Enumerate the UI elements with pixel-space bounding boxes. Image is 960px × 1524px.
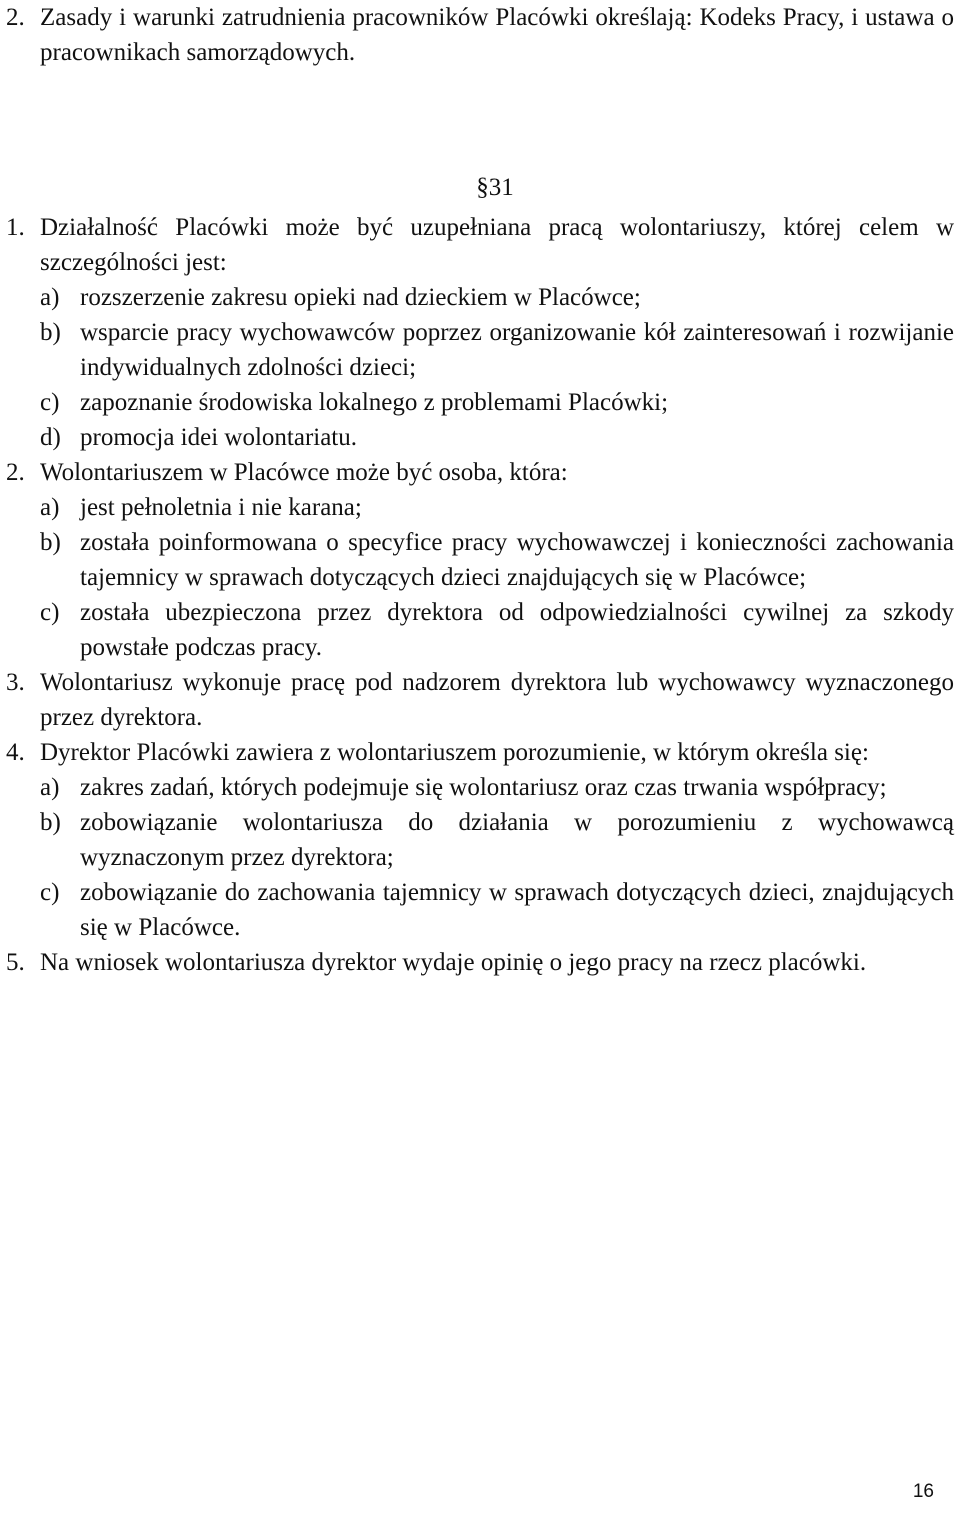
sub-item-letter: c) [40,879,60,906]
sub-item [40,490,960,525]
sub-item [40,280,960,315]
sub-item-text: zobowiązanie do zachowania tajemnicy w sprawach dotyczących dzieci, znajdujących się w Placówce. [80,879,954,941]
sub-item [40,875,960,945]
item-number: 2. [6,459,25,486]
item-number: 3. [6,669,25,696]
item-text: Działalność Placówki może być uzupełniana pracą wolontariuszy, której celem w szczególności jest: [40,214,954,276]
list-item [0,455,960,490]
clause-2-employment [0,0,960,70]
item-number: 5. [6,949,25,976]
item-number: 2. [6,4,25,31]
sub-item-letter: a) [40,494,60,521]
list-item [0,210,960,280]
list-item [0,735,960,770]
sub-item [40,420,960,455]
item-text: Zasady i warunki zatrudnienia pracowników Placówki określają: Kodeks Pracy, i ustawa o pracownikach samorządowych. [40,4,954,66]
sub-item [40,315,960,385]
item-text: Wolontariuszem w Placówce może być osoba, która: [40,459,568,486]
sub-item-text: promocja idei wolontariatu. [80,424,358,451]
sub-item-letter: c) [40,599,60,626]
sub-item-letter: b) [40,529,61,556]
sub-item-text: została ubezpieczona przez dyrektora od odpowiedzialności cywilnej za szkody powstałe podczas pracy. [80,599,954,661]
sub-item-text: jest pełnoletnia i nie karana; [80,494,362,521]
sub-item [40,805,960,875]
sub-item [40,525,960,595]
item-number: 1. [6,214,25,241]
sub-item-letter: a) [40,774,60,801]
sub-item-letter: d) [40,424,61,451]
page-number: 16 [912,1481,934,1502]
sub-item-letter: c) [40,389,60,416]
item-text: Wolontariusz wykonuje pracę pod nadzorem dyrektora lub wychowawcy wyznaczonego przez dyrektora. [40,669,954,731]
sub-item-text: zapoznanie środowiska lokalnego z problemami Placówki; [80,389,669,416]
sub-item-text: zakres zadań, których podejmuje się wolontariusz oraz czas trwania współpracy; [80,774,887,801]
sub-item-text: wsparcie pracy wychowawców poprzez organizowanie kół zainteresowań i rozwijanie indywidualnych zdolności dzieci; [80,319,954,381]
list-item [0,0,960,70]
section-heading: §31 [476,174,514,201]
section-31-body [0,210,960,980]
sub-item-letter: a) [40,284,60,311]
sub-item [40,385,960,420]
sub-item-text: rozszerzenie zakresu opieki nad dzieckiem w Placówce; [80,284,641,311]
list-item [0,665,960,735]
sub-item-text: została poinformowana o specyfice pracy wychowawczej i konieczności zachowania tajemnicy w sprawach dotyczących dzieci znajdujących się w Placówce; [80,529,954,591]
sub-item [40,595,960,665]
sub-item [40,770,960,805]
sub-item-text: zobowiązanie wolontariusza do działania w porozumieniu z wychowawcą wyznaczonym przez dyrektora; [80,809,954,871]
item-text: Dyrektor Placówki zawiera z wolontariuszem porozumienie, w którym określa się: [40,739,869,766]
item-number: 4. [6,739,25,766]
item-text: Na wniosek wolontariusza dyrektor wydaje opinię o jego pracy na rzecz placówki. [40,949,867,976]
sub-item-letter: b) [40,809,61,836]
list-item [0,945,960,980]
sub-item-letter: b) [40,319,61,346]
